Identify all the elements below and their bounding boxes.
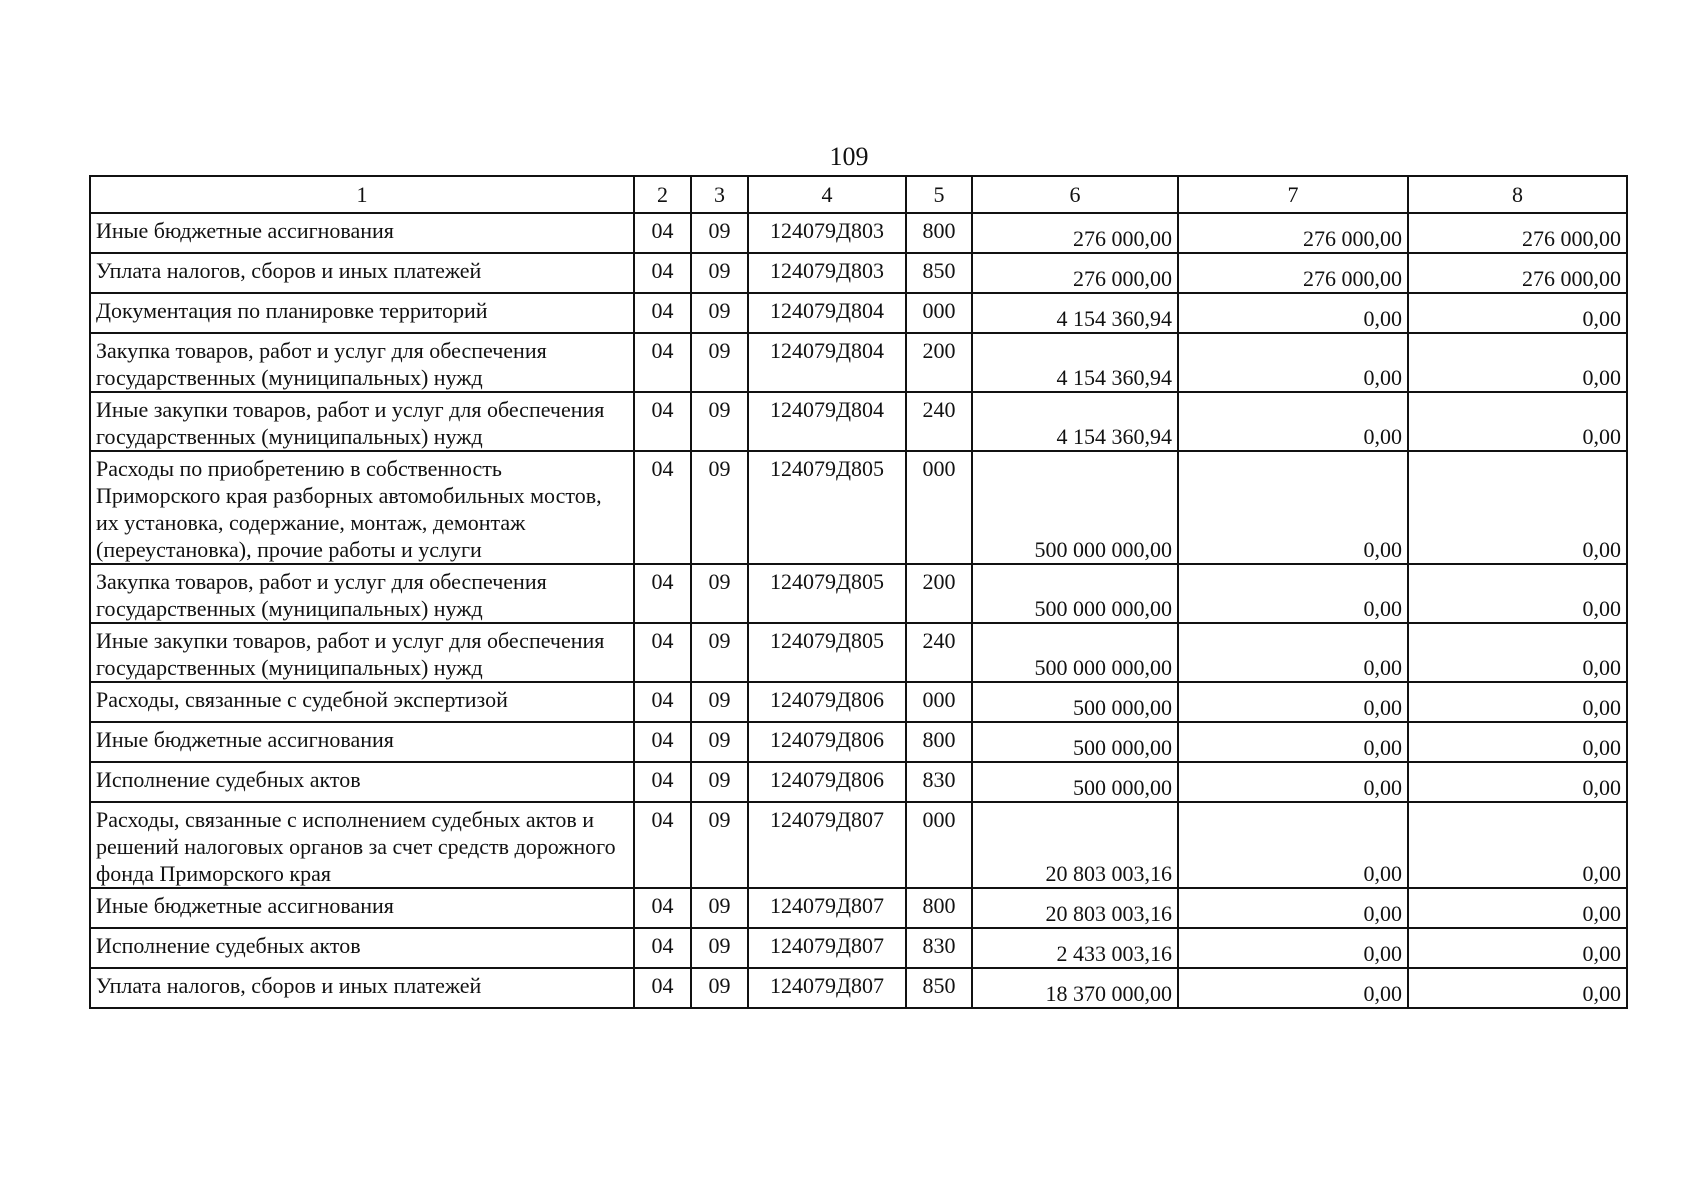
table-row xyxy=(90,333,1627,392)
column-header-5: 5 xyxy=(906,176,972,213)
subsection-cell: 09 xyxy=(691,682,748,722)
amount-col8-cell: 0,00 xyxy=(1408,762,1627,802)
amount-col7-cell: 0,00 xyxy=(1178,451,1408,564)
amount-col8-cell: 0,00 xyxy=(1408,293,1627,333)
table-row xyxy=(90,623,1627,682)
table-row xyxy=(90,564,1627,623)
amount-col8-cell: 0,00 xyxy=(1408,722,1627,762)
expense-type-cell: 850 xyxy=(906,253,972,293)
amount-col6-cell: 20 803 003,16 xyxy=(972,802,1178,888)
section-cell: 04 xyxy=(634,623,691,682)
section-cell: 04 xyxy=(634,293,691,333)
target-code-cell: 124079Д807 xyxy=(748,802,906,888)
amount-col8-cell: 0,00 xyxy=(1408,564,1627,623)
section-cell: 04 xyxy=(634,762,691,802)
target-code-cell: 124079Д804 xyxy=(748,392,906,451)
expense-type-cell: 850 xyxy=(906,968,972,1008)
expense-name-cell: Расходы по приобретению в собственность Приморского края разборных автомобильных мостов, их установка, содержание, монтаж, демонтаж (переустановка), прочие работы и услуги xyxy=(90,451,634,564)
table-row xyxy=(90,722,1627,762)
subsection-cell: 09 xyxy=(691,293,748,333)
amount-col7-cell: 0,00 xyxy=(1178,928,1408,968)
table-row xyxy=(90,451,1627,564)
amount-col6-cell: 2 433 003,16 xyxy=(972,928,1178,968)
column-header-2: 2 xyxy=(634,176,691,213)
target-code-cell: 124079Д807 xyxy=(748,888,906,928)
table-row xyxy=(90,888,1627,928)
page-number: 109 xyxy=(829,142,869,171)
expense-name-cell: Иные бюджетные ассигнования xyxy=(90,722,634,762)
section-cell: 04 xyxy=(634,968,691,1008)
expense-type-cell: 240 xyxy=(906,392,972,451)
section-cell: 04 xyxy=(634,213,691,253)
expense-type-cell: 800 xyxy=(906,213,972,253)
amount-col7-cell: 0,00 xyxy=(1178,623,1408,682)
amount-col8-cell: 0,00 xyxy=(1408,333,1627,392)
budget-table xyxy=(89,175,1628,1009)
header-row xyxy=(90,176,1627,213)
amount-col7-cell: 0,00 xyxy=(1178,392,1408,451)
expense-type-cell: 830 xyxy=(906,762,972,802)
amount-col8-cell: 0,00 xyxy=(1408,682,1627,722)
expense-name-cell: Иные закупки товаров, работ и услуг для обеспечения государственных (муниципальных) нужд xyxy=(90,623,634,682)
subsection-cell: 09 xyxy=(691,333,748,392)
subsection-cell: 09 xyxy=(691,451,748,564)
expense-name-cell: Иные бюджетные ассигнования xyxy=(90,888,634,928)
amount-col6-cell: 500 000,00 xyxy=(972,722,1178,762)
amount-col7-cell: 0,00 xyxy=(1178,722,1408,762)
expense-type-cell: 800 xyxy=(906,888,972,928)
section-cell: 04 xyxy=(634,333,691,392)
target-code-cell: 124079Д805 xyxy=(748,451,906,564)
amount-col6-cell: 4 154 360,94 xyxy=(972,392,1178,451)
amount-col7-cell: 0,00 xyxy=(1178,762,1408,802)
amount-col7-cell: 0,00 xyxy=(1178,968,1408,1008)
column-header-1: 1 xyxy=(90,176,634,213)
subsection-cell: 09 xyxy=(691,722,748,762)
column-header-6: 6 xyxy=(972,176,1178,213)
amount-col8-cell: 0,00 xyxy=(1408,968,1627,1008)
amount-col7-cell: 0,00 xyxy=(1178,888,1408,928)
column-header-7: 7 xyxy=(1178,176,1408,213)
amount-col7-cell: 276 000,00 xyxy=(1178,213,1408,253)
subsection-cell: 09 xyxy=(691,623,748,682)
expense-type-cell: 200 xyxy=(906,564,972,623)
amount-col6-cell: 4 154 360,94 xyxy=(972,293,1178,333)
target-code-cell: 124079Д804 xyxy=(748,333,906,392)
subsection-cell: 09 xyxy=(691,213,748,253)
expense-name-cell: Уплата налогов, сборов и иных платежей xyxy=(90,968,634,1008)
amount-col6-cell: 20 803 003,16 xyxy=(972,888,1178,928)
target-code-cell: 124079Д807 xyxy=(748,928,906,968)
expense-type-cell: 000 xyxy=(906,451,972,564)
amount-col7-cell: 0,00 xyxy=(1178,802,1408,888)
section-cell: 04 xyxy=(634,888,691,928)
amount-col8-cell: 276 000,00 xyxy=(1408,213,1627,253)
expense-name-cell: Иные закупки товаров, работ и услуг для обеспечения государственных (муниципальных) нужд xyxy=(90,392,634,451)
expense-name-cell: Исполнение судебных актов xyxy=(90,762,634,802)
table-row xyxy=(90,762,1627,802)
target-code-cell: 124079Д803 xyxy=(748,253,906,293)
table-row xyxy=(90,213,1627,253)
amount-col7-cell: 0,00 xyxy=(1178,333,1408,392)
section-cell: 04 xyxy=(634,451,691,564)
amount-col6-cell: 500 000 000,00 xyxy=(972,564,1178,623)
expense-name-cell: Иные бюджетные ассигнования xyxy=(90,213,634,253)
target-code-cell: 124079Д803 xyxy=(748,213,906,253)
expense-type-cell: 200 xyxy=(906,333,972,392)
section-cell: 04 xyxy=(634,392,691,451)
expense-name-cell: Закупка товаров, работ и услуг для обеспечения государственных (муниципальных) нужд xyxy=(90,564,634,623)
subsection-cell: 09 xyxy=(691,392,748,451)
amount-col8-cell: 276 000,00 xyxy=(1408,253,1627,293)
amount-col6-cell: 500 000 000,00 xyxy=(972,451,1178,564)
expense-name-cell: Расходы, связанные с судебной экспертизой xyxy=(90,682,634,722)
subsection-cell: 09 xyxy=(691,253,748,293)
subsection-cell: 09 xyxy=(691,802,748,888)
expense-name-cell: Закупка товаров, работ и услуг для обеспечения государственных (муниципальных) нужд xyxy=(90,333,634,392)
expense-name-cell: Документация по планировке территорий xyxy=(90,293,634,333)
subsection-cell: 09 xyxy=(691,888,748,928)
table-row xyxy=(90,293,1627,333)
expense-type-cell: 830 xyxy=(906,928,972,968)
target-code-cell: 124079Д806 xyxy=(748,722,906,762)
table-body xyxy=(90,213,1627,1008)
expense-type-cell: 000 xyxy=(906,682,972,722)
column-header-8: 8 xyxy=(1408,176,1627,213)
subsection-cell: 09 xyxy=(691,968,748,1008)
amount-col7-cell: 276 000,00 xyxy=(1178,253,1408,293)
amount-col8-cell: 0,00 xyxy=(1408,928,1627,968)
amount-col7-cell: 0,00 xyxy=(1178,682,1408,722)
amount-col7-cell: 0,00 xyxy=(1178,293,1408,333)
subsection-cell: 09 xyxy=(691,564,748,623)
subsection-cell: 09 xyxy=(691,762,748,802)
amount-col6-cell: 500 000 000,00 xyxy=(972,623,1178,682)
table-row xyxy=(90,802,1627,888)
table-row xyxy=(90,682,1627,722)
amount-col8-cell: 0,00 xyxy=(1408,451,1627,564)
subsection-cell: 09 xyxy=(691,928,748,968)
expense-type-cell: 000 xyxy=(906,802,972,888)
amount-col6-cell: 18 370 000,00 xyxy=(972,968,1178,1008)
table-row xyxy=(90,928,1627,968)
expense-type-cell: 240 xyxy=(906,623,972,682)
target-code-cell: 124079Д806 xyxy=(748,682,906,722)
section-cell: 04 xyxy=(634,564,691,623)
amount-col8-cell: 0,00 xyxy=(1408,888,1627,928)
target-code-cell: 124079Д805 xyxy=(748,623,906,682)
amount-col6-cell: 276 000,00 xyxy=(972,213,1178,253)
amount-col7-cell: 0,00 xyxy=(1178,564,1408,623)
section-cell: 04 xyxy=(634,928,691,968)
section-cell: 04 xyxy=(634,802,691,888)
expense-type-cell: 800 xyxy=(906,722,972,762)
table-row xyxy=(90,253,1627,293)
target-code-cell: 124079Д806 xyxy=(748,762,906,802)
amount-col6-cell: 4 154 360,94 xyxy=(972,333,1178,392)
expense-type-cell: 000 xyxy=(906,293,972,333)
expense-name-cell: Расходы, связанные с исполнением судебных актов и решений налоговых органов за счет средств дорожного фонда Приморского края xyxy=(90,802,634,888)
column-header-3: 3 xyxy=(691,176,748,213)
table-row xyxy=(90,392,1627,451)
target-code-cell: 124079Д804 xyxy=(748,293,906,333)
target-code-cell: 124079Д805 xyxy=(748,564,906,623)
section-cell: 04 xyxy=(634,253,691,293)
amount-col8-cell: 0,00 xyxy=(1408,802,1627,888)
column-header-4: 4 xyxy=(748,176,906,213)
amount-col8-cell: 0,00 xyxy=(1408,392,1627,451)
amount-col6-cell: 500 000,00 xyxy=(972,682,1178,722)
expense-name-cell: Уплата налогов, сборов и иных платежей xyxy=(90,253,634,293)
target-code-cell: 124079Д807 xyxy=(748,968,906,1008)
table-row xyxy=(90,968,1627,1008)
amount-col6-cell: 276 000,00 xyxy=(972,253,1178,293)
section-cell: 04 xyxy=(634,682,691,722)
amount-col6-cell: 500 000,00 xyxy=(972,762,1178,802)
amount-col8-cell: 0,00 xyxy=(1408,623,1627,682)
section-cell: 04 xyxy=(634,722,691,762)
expense-name-cell: Исполнение судебных актов xyxy=(90,928,634,968)
